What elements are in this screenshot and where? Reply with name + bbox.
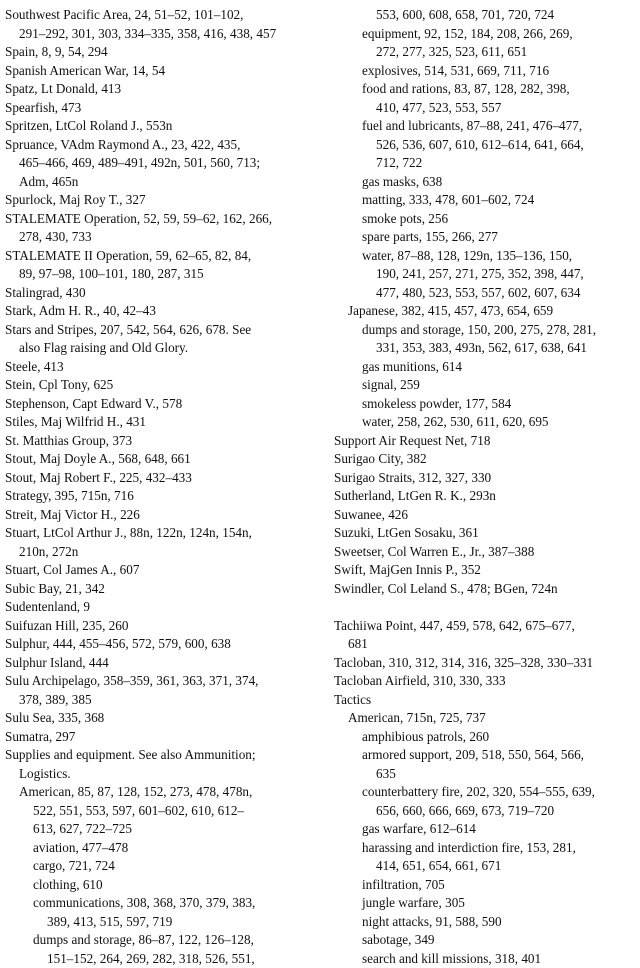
- index-entry-continuation: 291–292, 301, 303, 334–335, 358, 416, 438, 457: [5, 25, 327, 44]
- index-entry: [5, 524, 327, 561]
- index-entry-line: Support Air Request Net, 718: [334, 432, 636, 451]
- index-entry: [5, 62, 327, 81]
- index-entry: [5, 728, 327, 747]
- index-entry-line: smokeless powder, 177, 584: [362, 395, 636, 414]
- index-entry: [5, 580, 327, 599]
- index-entry-line: counterbattery fire, 202, 320, 554–555, 639,: [362, 783, 636, 802]
- index-entry-line: Sumatra, 297: [5, 728, 327, 747]
- index-entry-continuation: 389, 413, 515, 597, 719: [33, 913, 327, 932]
- index-entry-continuation: 522, 551, 553, 597, 601–602, 610, 612–: [19, 802, 327, 821]
- index-entry-line: clothing, 610: [33, 876, 327, 895]
- index-entry: [5, 561, 327, 580]
- index-entry: [334, 783, 636, 820]
- index-entry-line: sabotage, 349: [362, 931, 636, 950]
- index-entry: [334, 543, 636, 562]
- index-entry: [334, 524, 636, 543]
- index-entry: [5, 210, 327, 247]
- index-entry: [334, 746, 636, 783]
- index-entry: [334, 25, 636, 62]
- index-entry-line: Tactics: [334, 691, 636, 710]
- index-entry: [5, 432, 327, 451]
- index-entry: [334, 709, 636, 728]
- index-entry: [334, 358, 636, 377]
- index-entry: [5, 931, 327, 968]
- index-entry-line: Spruance, VAdm Raymond A., 23, 422, 435,: [5, 136, 327, 155]
- index-entry: [334, 432, 636, 451]
- index-entry: [334, 210, 636, 229]
- index-entry-line: gas munitions, 614: [362, 358, 636, 377]
- index-entry: [334, 839, 636, 876]
- index-entry-line: Subic Bay, 21, 342: [5, 580, 327, 599]
- index-entry-line: jungle warfare, 305: [362, 894, 636, 913]
- index-entry: [334, 950, 636, 968]
- index-entry-continuation: also Flag raising and Old Glory.: [5, 339, 327, 358]
- index-entry: [334, 321, 636, 358]
- index-entry-line: dumps and storage, 86–87, 122, 126–128,: [33, 931, 327, 950]
- index-entry: [5, 302, 327, 321]
- index-entry-line: matting, 333, 478, 601–602, 724: [362, 191, 636, 210]
- index-entry-line: Surigao City, 382: [334, 450, 636, 469]
- index-entry-line: water, 87–88, 128, 129n, 135–136, 150,: [362, 247, 636, 266]
- index-entry-line: search and kill missions, 318, 401: [362, 950, 636, 968]
- index-entry-continuation: 151–152, 264, 269, 282, 318, 526, 551,: [33, 950, 327, 968]
- index-entry: [334, 395, 636, 414]
- index-entry-line: Suwanee, 426: [334, 506, 636, 525]
- index-entry: [5, 284, 327, 303]
- index-entry-line: gas masks, 638: [362, 173, 636, 192]
- index-entry-line: cargo, 721, 724: [33, 857, 327, 876]
- index-entry-line: Sweetser, Col Warren E., Jr., 387–388: [334, 543, 636, 562]
- index-entry: [5, 117, 327, 136]
- index-entry: [334, 931, 636, 950]
- index-entry-line: signal, 259: [362, 376, 636, 395]
- index-entry: [334, 580, 636, 599]
- index-entry-line: spare parts, 155, 266, 277: [362, 228, 636, 247]
- index-entry-continuation: Adm, 465n: [5, 173, 327, 192]
- index-entry-line: Stout, Maj Robert F., 225, 432–433: [5, 469, 327, 488]
- index-entry: [334, 6, 636, 25]
- index-entry-line: Sulu Sea, 335, 368: [5, 709, 327, 728]
- index-entry: [334, 173, 636, 192]
- index-entry-line: Suifuzan Hill, 235, 260: [5, 617, 327, 636]
- index-entry-line: gas warfare, 612–614: [362, 820, 636, 839]
- index-entry-continuation: 414, 651, 654, 661, 671: [362, 857, 636, 876]
- index-entry: [5, 876, 327, 895]
- index-entry-line: Tacloban Airfield, 310, 330, 333: [334, 672, 636, 691]
- index-entry-line: Swindler, Col Leland S., 478; BGen, 724n: [334, 580, 636, 599]
- index-entry-line: Strategy, 395, 715n, 716: [5, 487, 327, 506]
- index-entry: [334, 413, 636, 432]
- index-entry-continuation: 613, 627, 722–725: [19, 820, 327, 839]
- index-entry: [5, 191, 327, 210]
- index-entry-continuation: Logistics.: [5, 765, 327, 784]
- index-entry-continuation: 656, 660, 666, 669, 673, 719–720: [362, 802, 636, 821]
- index-entry-line: Sulu Archipelago, 358–359, 361, 363, 371, 374,: [5, 672, 327, 691]
- index-entry-line: Stark, Adm H. R., 40, 42–43: [5, 302, 327, 321]
- index-entry-line: STALEMATE Operation, 52, 59, 59–62, 162, 266,: [5, 210, 327, 229]
- index-entry-continuation: 272, 277, 325, 523, 611, 651: [362, 43, 636, 62]
- index-entry-line: Sutherland, LtGen R. K., 293n: [334, 487, 636, 506]
- index-entry-line: Tacloban, 310, 312, 314, 316, 325–328, 330–331: [334, 654, 636, 673]
- index-entry: [5, 654, 327, 673]
- index-entry: [5, 617, 327, 636]
- index-entry-line: equipment, 92, 152, 184, 208, 266, 269,: [362, 25, 636, 44]
- index-entry: [5, 783, 327, 839]
- index-entry-line: American, 85, 87, 128, 152, 273, 478, 478n,: [19, 783, 327, 802]
- index-entry-line: Surigao Straits, 312, 327, 330: [334, 469, 636, 488]
- index-entry-line: smoke pots, 256: [362, 210, 636, 229]
- index-entry-line: night attacks, 91, 588, 590: [362, 913, 636, 932]
- index-entry: [5, 395, 327, 414]
- index-entry: [5, 358, 327, 377]
- index-entry: [334, 913, 636, 932]
- index-entry-line: dumps and storage, 150, 200, 275, 278, 281,: [362, 321, 636, 340]
- index-entry: [334, 487, 636, 506]
- index-entry-continuation: 410, 477, 523, 553, 557: [362, 99, 636, 118]
- index-entry-line: Steele, 413: [5, 358, 327, 377]
- index-entry-line: Spanish American War, 14, 54: [5, 62, 327, 81]
- index-entry-line: Stalingrad, 430: [5, 284, 327, 303]
- index-entry: [5, 376, 327, 395]
- index-entry-line: communications, 308, 368, 370, 379, 383,: [33, 894, 327, 913]
- index-entry-line: water, 258, 262, 530, 611, 620, 695: [362, 413, 636, 432]
- index-entry-line: Stein, Cpl Tony, 625: [5, 376, 327, 395]
- index-entry-line: Suzuki, LtGen Sosaku, 361: [334, 524, 636, 543]
- index-entry-line: Japanese, 382, 415, 457, 473, 654, 659: [348, 302, 636, 321]
- index-entry-line: harassing and interdiction fire, 153, 281,: [362, 839, 636, 858]
- index-entry: [334, 302, 636, 321]
- index-entry: [334, 506, 636, 525]
- index-entry: [5, 99, 327, 118]
- index-entry: [5, 635, 327, 654]
- index-entry-line: armored support, 209, 518, 550, 564, 566,: [362, 746, 636, 765]
- index-entry: [5, 839, 327, 858]
- index-entry-continuation: 712, 722: [362, 154, 636, 173]
- index-entry-line: Supplies and equipment. See also Ammunition;: [5, 746, 327, 765]
- index-entry: [5, 413, 327, 432]
- index-entry: [5, 894, 327, 931]
- index-entry-line: Spain, 8, 9, 54, 294: [5, 43, 327, 62]
- index-entry: [334, 617, 636, 654]
- index-entry-continuation: 477, 480, 523, 553, 557, 602, 607, 634: [362, 284, 636, 303]
- index-entry-line: Spurlock, Maj Roy T., 327: [5, 191, 327, 210]
- index-entry: [334, 80, 636, 117]
- index-entry-line: Stuart, LtCol Arthur J., 88n, 122n, 124n, 154n,: [5, 524, 327, 543]
- index-entry-line: Stuart, Col James A., 607: [5, 561, 327, 580]
- index-entry: [5, 709, 327, 728]
- index-entry-line: Tachiiwa Point, 447, 459, 578, 642, 675–677,: [334, 617, 636, 636]
- index-entry: [5, 746, 327, 783]
- index-entry-continuation: 89, 97–98, 100–101, 180, 287, 315: [5, 265, 327, 284]
- index-entry-line: amphibious patrols, 260: [362, 728, 636, 747]
- index-column-right: [334, 6, 636, 968]
- index-entry-line: Spatz, Lt Donald, 413: [5, 80, 327, 99]
- index-entry-line: Stiles, Maj Wilfrid H., 431: [5, 413, 327, 432]
- index-entry-line: Swift, MajGen Innis P., 352: [334, 561, 636, 580]
- index-entry-continuation: 526, 536, 607, 610, 612–614, 641, 664,: [362, 136, 636, 155]
- index-entry: [5, 6, 327, 43]
- index-entry: [334, 728, 636, 747]
- index-entry-line: infiltration, 705: [362, 876, 636, 895]
- index-entry-line: fuel and lubricants, 87–88, 241, 476–477,: [362, 117, 636, 136]
- index-entry-line: food and rations, 83, 87, 128, 282, 398,: [362, 80, 636, 99]
- index-entry-line: Sulphur Island, 444: [5, 654, 327, 673]
- index-entry-continuation: 465–466, 469, 489–491, 492n, 501, 560, 713;: [5, 154, 327, 173]
- index-entry-continuation: 190, 241, 257, 271, 275, 352, 398, 447,: [362, 265, 636, 284]
- index-entry-line: American, 715n, 725, 737: [348, 709, 636, 728]
- index-entry-line: Spearfish, 473: [5, 99, 327, 118]
- index-entry: [334, 376, 636, 395]
- index-entry-line: explosives, 514, 531, 669, 711, 716: [362, 62, 636, 81]
- index-entry-line: Southwest Pacific Area, 24, 51–52, 101–102,: [5, 6, 327, 25]
- index-entry-continuation: 331, 353, 383, 493n, 562, 617, 638, 641: [362, 339, 636, 358]
- index-entry-continuation: 681: [334, 635, 636, 654]
- index-entry: [334, 117, 636, 173]
- index-entry-continuation: 210n, 272n: [5, 543, 327, 562]
- index-entry: [334, 228, 636, 247]
- index-entry: [5, 487, 327, 506]
- index-entry: [334, 894, 636, 913]
- index-entry: [334, 191, 636, 210]
- index-entry-continuation: 553, 600, 608, 658, 701, 720, 724: [362, 6, 636, 25]
- index-entry: [334, 469, 636, 488]
- index-entry: [334, 561, 636, 580]
- index-entry-continuation: 278, 430, 733: [5, 228, 327, 247]
- index-entry-line: Stephenson, Capt Edward V., 578: [5, 395, 327, 414]
- index-entry-continuation: 635: [362, 765, 636, 784]
- index-entry-line: St. Matthias Group, 373: [5, 432, 327, 451]
- index-entry: [334, 672, 636, 691]
- index-entry: [334, 820, 636, 839]
- index-entry: [334, 876, 636, 895]
- index-entry: [5, 857, 327, 876]
- index-entry: [5, 506, 327, 525]
- index-entry-line: aviation, 477–478: [33, 839, 327, 858]
- index-entry-line: Sulphur, 444, 455–456, 572, 579, 600, 638: [5, 635, 327, 654]
- index-entry-line: Stout, Maj Doyle A., 568, 648, 661: [5, 450, 327, 469]
- index-entry: [334, 247, 636, 303]
- index-entry: [5, 469, 327, 488]
- index-entry-line: Sudentenland, 9: [5, 598, 327, 617]
- index-entry-line: Stars and Stripes, 207, 542, 564, 626, 678. See: [5, 321, 327, 340]
- index-entry: [5, 247, 327, 284]
- index-entry: [5, 672, 327, 709]
- index-entry: [5, 598, 327, 617]
- index-entry-line: Streit, Maj Victor H., 226: [5, 506, 327, 525]
- index-entry: [5, 450, 327, 469]
- index-entry: [334, 450, 636, 469]
- index-entry: [5, 43, 327, 62]
- index-entry: [334, 691, 636, 710]
- index-entry: [334, 62, 636, 81]
- index-column-left: [5, 6, 327, 968]
- index-entry: [5, 321, 327, 358]
- index-entry: [5, 136, 327, 192]
- index-entry-continuation: 378, 389, 385: [5, 691, 327, 710]
- index-entry: [334, 598, 636, 617]
- index-entry-line: STALEMATE II Operation, 59, 62–65, 82, 84,: [5, 247, 327, 266]
- index-entry: [5, 80, 327, 99]
- index-entry: [334, 654, 636, 673]
- index-entry-line: Spritzen, LtCol Roland J., 553n: [5, 117, 327, 136]
